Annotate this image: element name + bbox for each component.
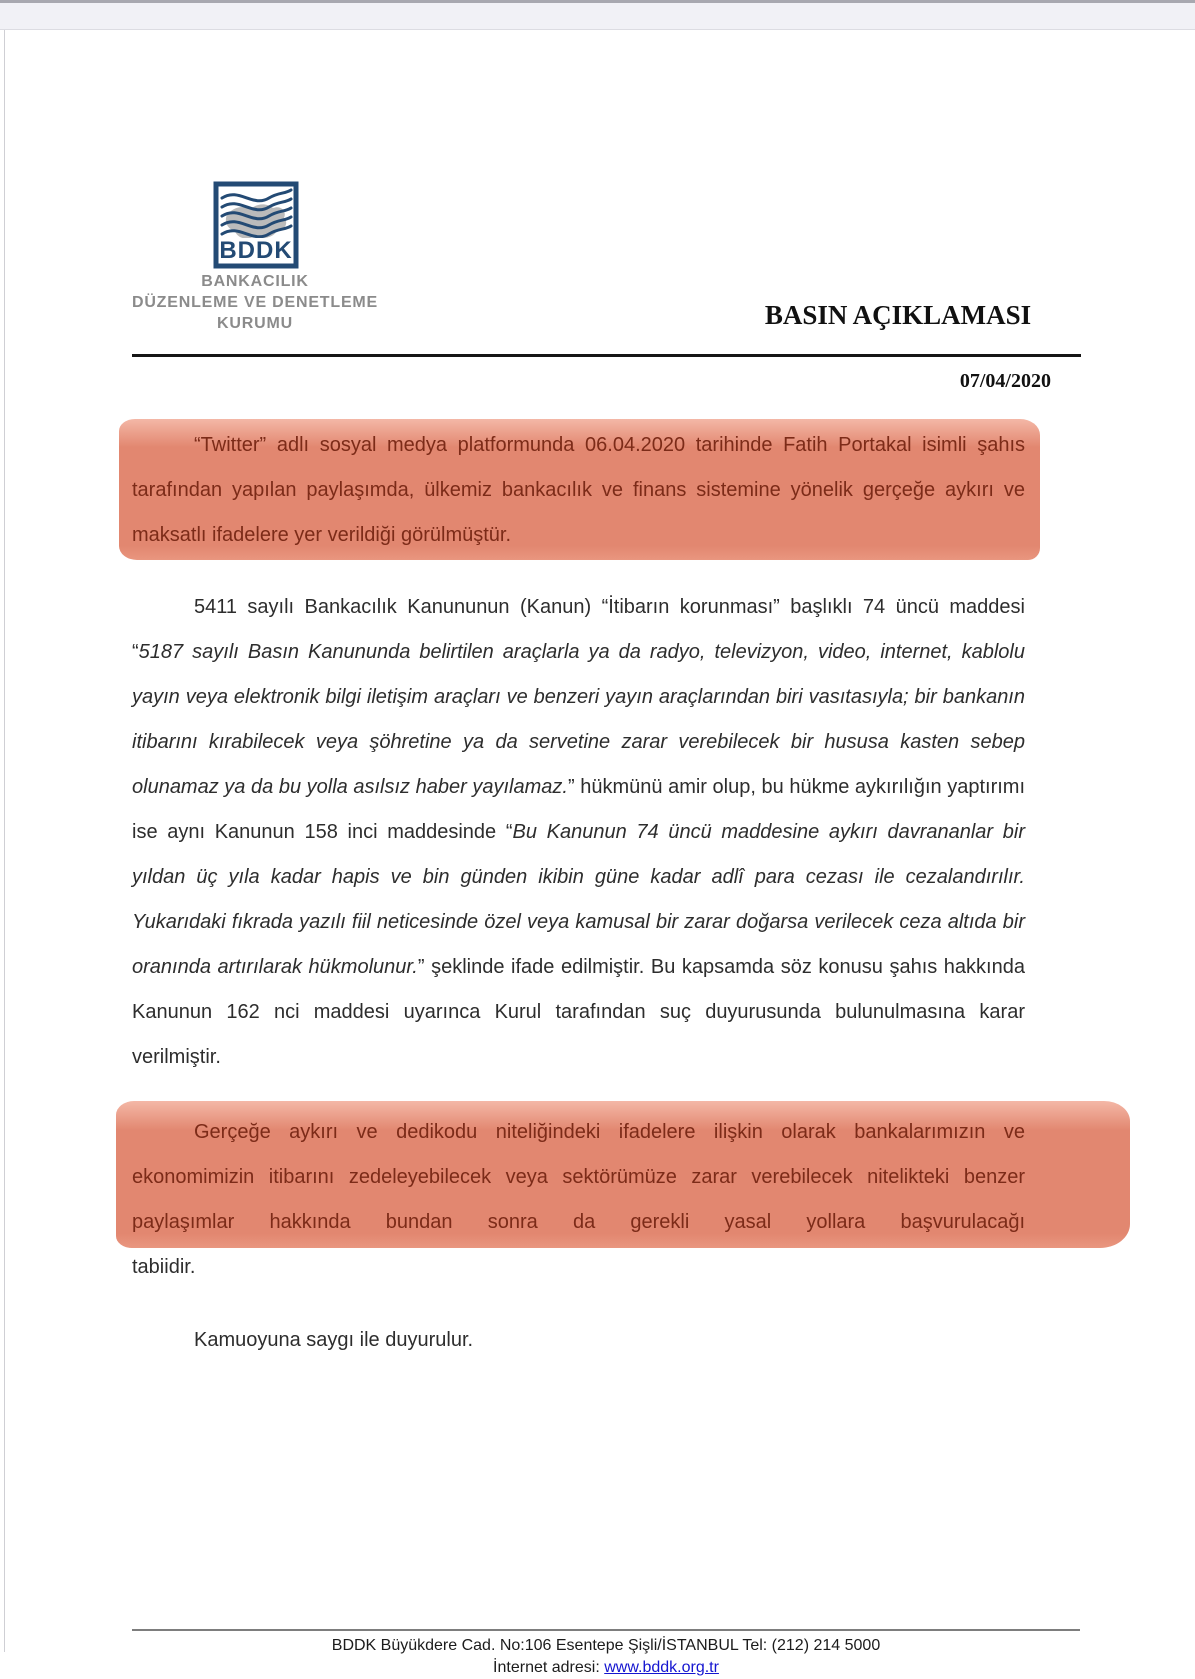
page-sheet	[4, 30, 1195, 1676]
bddk-logo-text: BDDK	[219, 237, 293, 264]
footer	[132, 1635, 1080, 1679]
press-release-title: BASIN AÇIKLAMASI	[764, 300, 1032, 330]
footer-address: BDDK Büyükdere Cad. No:106 Esentepe Şişli/İSTANBUL Tel: (212) 214 5000	[331, 1637, 881, 1654]
law-text-segment: 5187 sayılı Basın Kanununda belirtilen araçlarla ya da radyo, televizyon, video, internet, kablolu yayın veya elektronik bilgi iletişim araçları ve benzeri yayın araçlarından biri vasıtasıyla; bir bankanın itibarını kırabilecek veya şöhretine ya da servetine zarar verebilecek bir hususa kasten sebep olunamaz ya da bu yolla asılsız haber yayılamaz.	[132, 641, 1025, 798]
scan-edge-strip	[0, 0, 1195, 30]
org-name-line: BANKACILIK	[201, 273, 309, 290]
bddk-logo-icon	[213, 181, 299, 269]
paragraph-intro-highlighted: “Twitter” adlı sosyal medya platformunda 06.04.2020 tarihinde Fatih Portakal isimli şahıs tarafından yapılan paylaşımda, ülkemiz bankacılık ve finans sistemine yönelik gerçeğe aykırı ve maksatlı ifadelere yer verildiği görülmüştür.	[132, 423, 1025, 558]
bddk-website-link[interactable]: www.bddk.org.tr	[604, 1659, 719, 1676]
paragraph-warning-highlighted: Gerçeğe aykırı ve dedikodu niteliğindeki ifadelere ilişkin olarak bankalarımızın ve ekonomimizin itibarını zedeleyebilecek veya sektörümüze zarar verebilecek nitelikteki benzer paylaşımlar hakkında bundan sonra da gerekli yasal yollara başvurulacağı	[132, 1110, 1025, 1245]
footer-divider	[132, 1629, 1080, 1631]
title-divider	[132, 354, 1081, 357]
law-text-segment: ” hükmünü amir olup, bu hükme aykırılığın yaptırımı ise aynı Kanunun 158 inci maddesinde “	[132, 776, 1026, 843]
paragraph-warning-tail: tabiidir.	[132, 1256, 196, 1278]
closing-line: Kamuoyuna saygı ile duyurulur.	[194, 1329, 474, 1351]
law-text-segment: ” şeklinde ifade edilmiştir. Bu kapsamda söz konusu şahıs hakkında Kanunun 162 nci maddesi uyarınca Kurul tarafından suç duyurusunda bulunulmasına karar verilmiştir.	[132, 956, 1025, 1068]
org-name-line: KURUMU	[217, 315, 293, 332]
document-body	[132, 423, 1025, 1363]
release-date: 07/04/2020	[959, 370, 1051, 392]
organization-name	[110, 271, 400, 334]
law-text-segment: 5411 sayılı Bankacılık Kanununun (Kanun) “İtibarın korunması” başlıklı 74 üncü maddesi “	[132, 596, 1025, 663]
org-name-line: DÜZENLEME VE DENETLEME	[131, 294, 379, 311]
footer-internet-line: İnternet adresi: www.bddk.org.tr	[493, 1659, 719, 1676]
paragraph-law	[132, 585, 1025, 1080]
law-text-segment: Bu Kanunun 74 üncü maddesine aykırı davrananlar bir yıldan üç yıla kadar hapis ve bin günden ikibin güne kadar adlî para cezası ile cezalandırılır. Yukarıdaki fıkrada yazılı fiil neticesinde özel veya kamusal bir zarar doğarsa verilecek ceza altıda bir oranında artırılarak hükmolunur.	[132, 821, 1025, 978]
